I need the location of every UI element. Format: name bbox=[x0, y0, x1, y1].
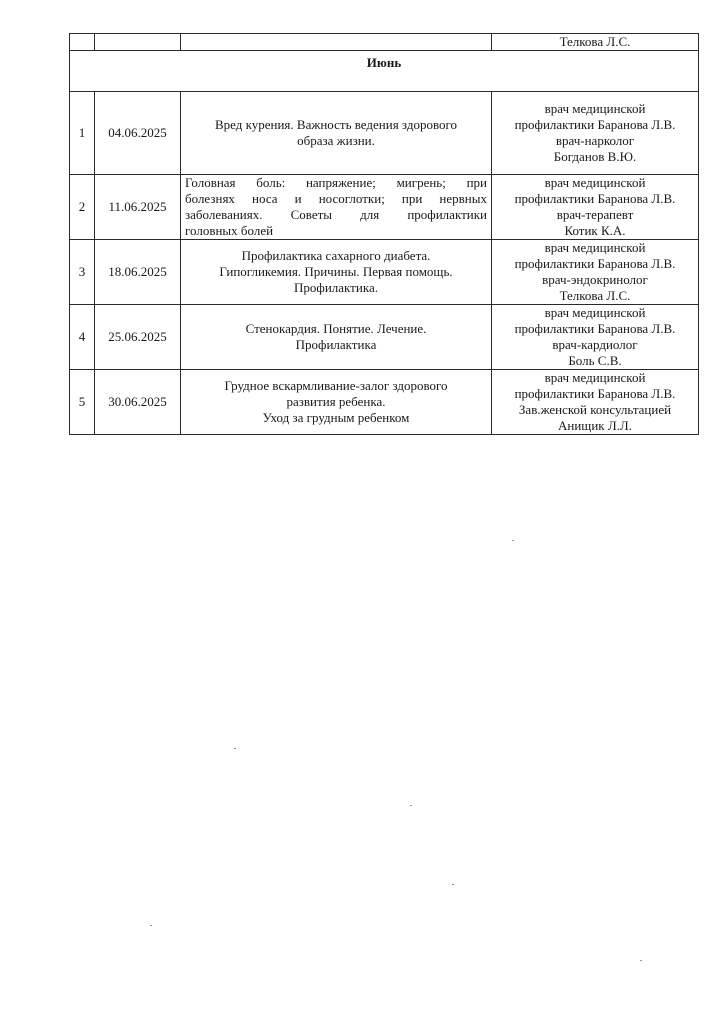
scan-speck bbox=[150, 925, 152, 926]
num-cell bbox=[70, 34, 95, 51]
speaker-line: врач-эндокринолог bbox=[542, 272, 648, 287]
row-number: 2 bbox=[70, 175, 95, 240]
row-date: 30.06.2025 bbox=[95, 370, 181, 435]
speaker-line: Зав.женской консультацией bbox=[518, 402, 672, 417]
speaker-line: врач медицинской bbox=[544, 370, 646, 385]
speaker-line: Боль С.В. bbox=[568, 353, 622, 368]
table-row bbox=[70, 175, 699, 240]
speaker-line: профилактики Баранова Л.В. bbox=[514, 191, 676, 206]
topic-line: образа жизни. bbox=[297, 133, 375, 148]
month-title: Июнь bbox=[70, 51, 699, 92]
row-speaker bbox=[492, 175, 699, 240]
table-row bbox=[70, 240, 699, 305]
topic-line: Грудное вскармливание-залог здорового bbox=[224, 378, 448, 393]
row-topic bbox=[181, 92, 492, 175]
month-row bbox=[70, 51, 699, 92]
table-continuation-row bbox=[70, 34, 699, 51]
topic-line: головных болей bbox=[185, 223, 274, 238]
topic-line: Профилактика bbox=[295, 337, 377, 352]
row-speaker bbox=[492, 305, 699, 370]
row-topic bbox=[181, 370, 492, 435]
row-date: 18.06.2025 bbox=[95, 240, 181, 305]
topic-line: Стенокардия. Понятие. Лечение. bbox=[245, 321, 427, 336]
topic-line: Гипогликемия. Причины. Первая помощь. bbox=[219, 264, 453, 279]
row-topic bbox=[181, 305, 492, 370]
speaker-line: Котик К.А. bbox=[564, 223, 626, 238]
row-speaker bbox=[492, 92, 699, 175]
table-row bbox=[70, 92, 699, 175]
topic-cell bbox=[181, 34, 492, 51]
scan-speck bbox=[234, 748, 236, 749]
row-speaker bbox=[492, 370, 699, 435]
speaker-line: врач медицинской bbox=[544, 175, 646, 190]
speaker-line: Богданов В.Ю. bbox=[553, 149, 637, 164]
row-number: 1 bbox=[70, 92, 95, 175]
scan-speck bbox=[452, 884, 454, 885]
speaker-cell bbox=[492, 34, 699, 51]
row-topic bbox=[181, 175, 492, 240]
speaker-line: врач-нарколог bbox=[555, 133, 635, 148]
row-number: 5 bbox=[70, 370, 95, 435]
speaker-line: врач медицинской bbox=[544, 101, 646, 116]
speaker-line: профилактики Баранова Л.В. bbox=[514, 321, 676, 336]
row-speaker bbox=[492, 240, 699, 305]
table-row bbox=[70, 305, 699, 370]
row-number: 3 bbox=[70, 240, 95, 305]
speaker-line: врач-терапевт bbox=[556, 207, 634, 222]
topic-line: Уход за грудным ребенком bbox=[262, 410, 410, 425]
scan-speck bbox=[410, 805, 412, 806]
topic-line: Вред курения. Важность ведения здорового bbox=[214, 117, 458, 132]
speaker-line: врач-кардиолог bbox=[552, 337, 638, 352]
topic-line: заболеваниях. Советы для профилактики bbox=[185, 207, 487, 222]
topic-line: Профилактика сахарного диабета. bbox=[241, 248, 431, 263]
row-date: 25.06.2025 bbox=[95, 305, 181, 370]
table-row bbox=[70, 370, 699, 435]
topic-line: развития ребенка. bbox=[286, 394, 386, 409]
speaker-line: Телкова Л.С. bbox=[559, 288, 631, 303]
topic-line: Профилактика. bbox=[294, 280, 378, 295]
row-number: 4 bbox=[70, 305, 95, 370]
row-topic bbox=[181, 240, 492, 305]
row-date: 11.06.2025 bbox=[95, 175, 181, 240]
topic-line: болезнях носа и носоглотки; при нервных bbox=[185, 191, 487, 206]
row-date: 04.06.2025 bbox=[95, 92, 181, 175]
topic-line: Головная боль: напряжение; мигрень; при bbox=[185, 175, 487, 190]
speaker-line: Анищик Л.Л. bbox=[558, 418, 632, 433]
speaker-line: врач медицинской bbox=[544, 305, 646, 320]
speaker-line: Телкова Л.С. bbox=[559, 34, 631, 49]
scan-speck bbox=[512, 540, 514, 541]
speaker-line: врач медицинской bbox=[544, 240, 646, 255]
speaker-line: профилактики Баранова Л.В. bbox=[514, 117, 676, 132]
scan-speck bbox=[640, 960, 642, 961]
date-cell bbox=[95, 34, 181, 51]
speaker-line: профилактики Баранова Л.В. bbox=[514, 386, 676, 401]
speaker-line: профилактики Баранова Л.В. bbox=[514, 256, 676, 271]
schedule-table bbox=[69, 33, 699, 435]
